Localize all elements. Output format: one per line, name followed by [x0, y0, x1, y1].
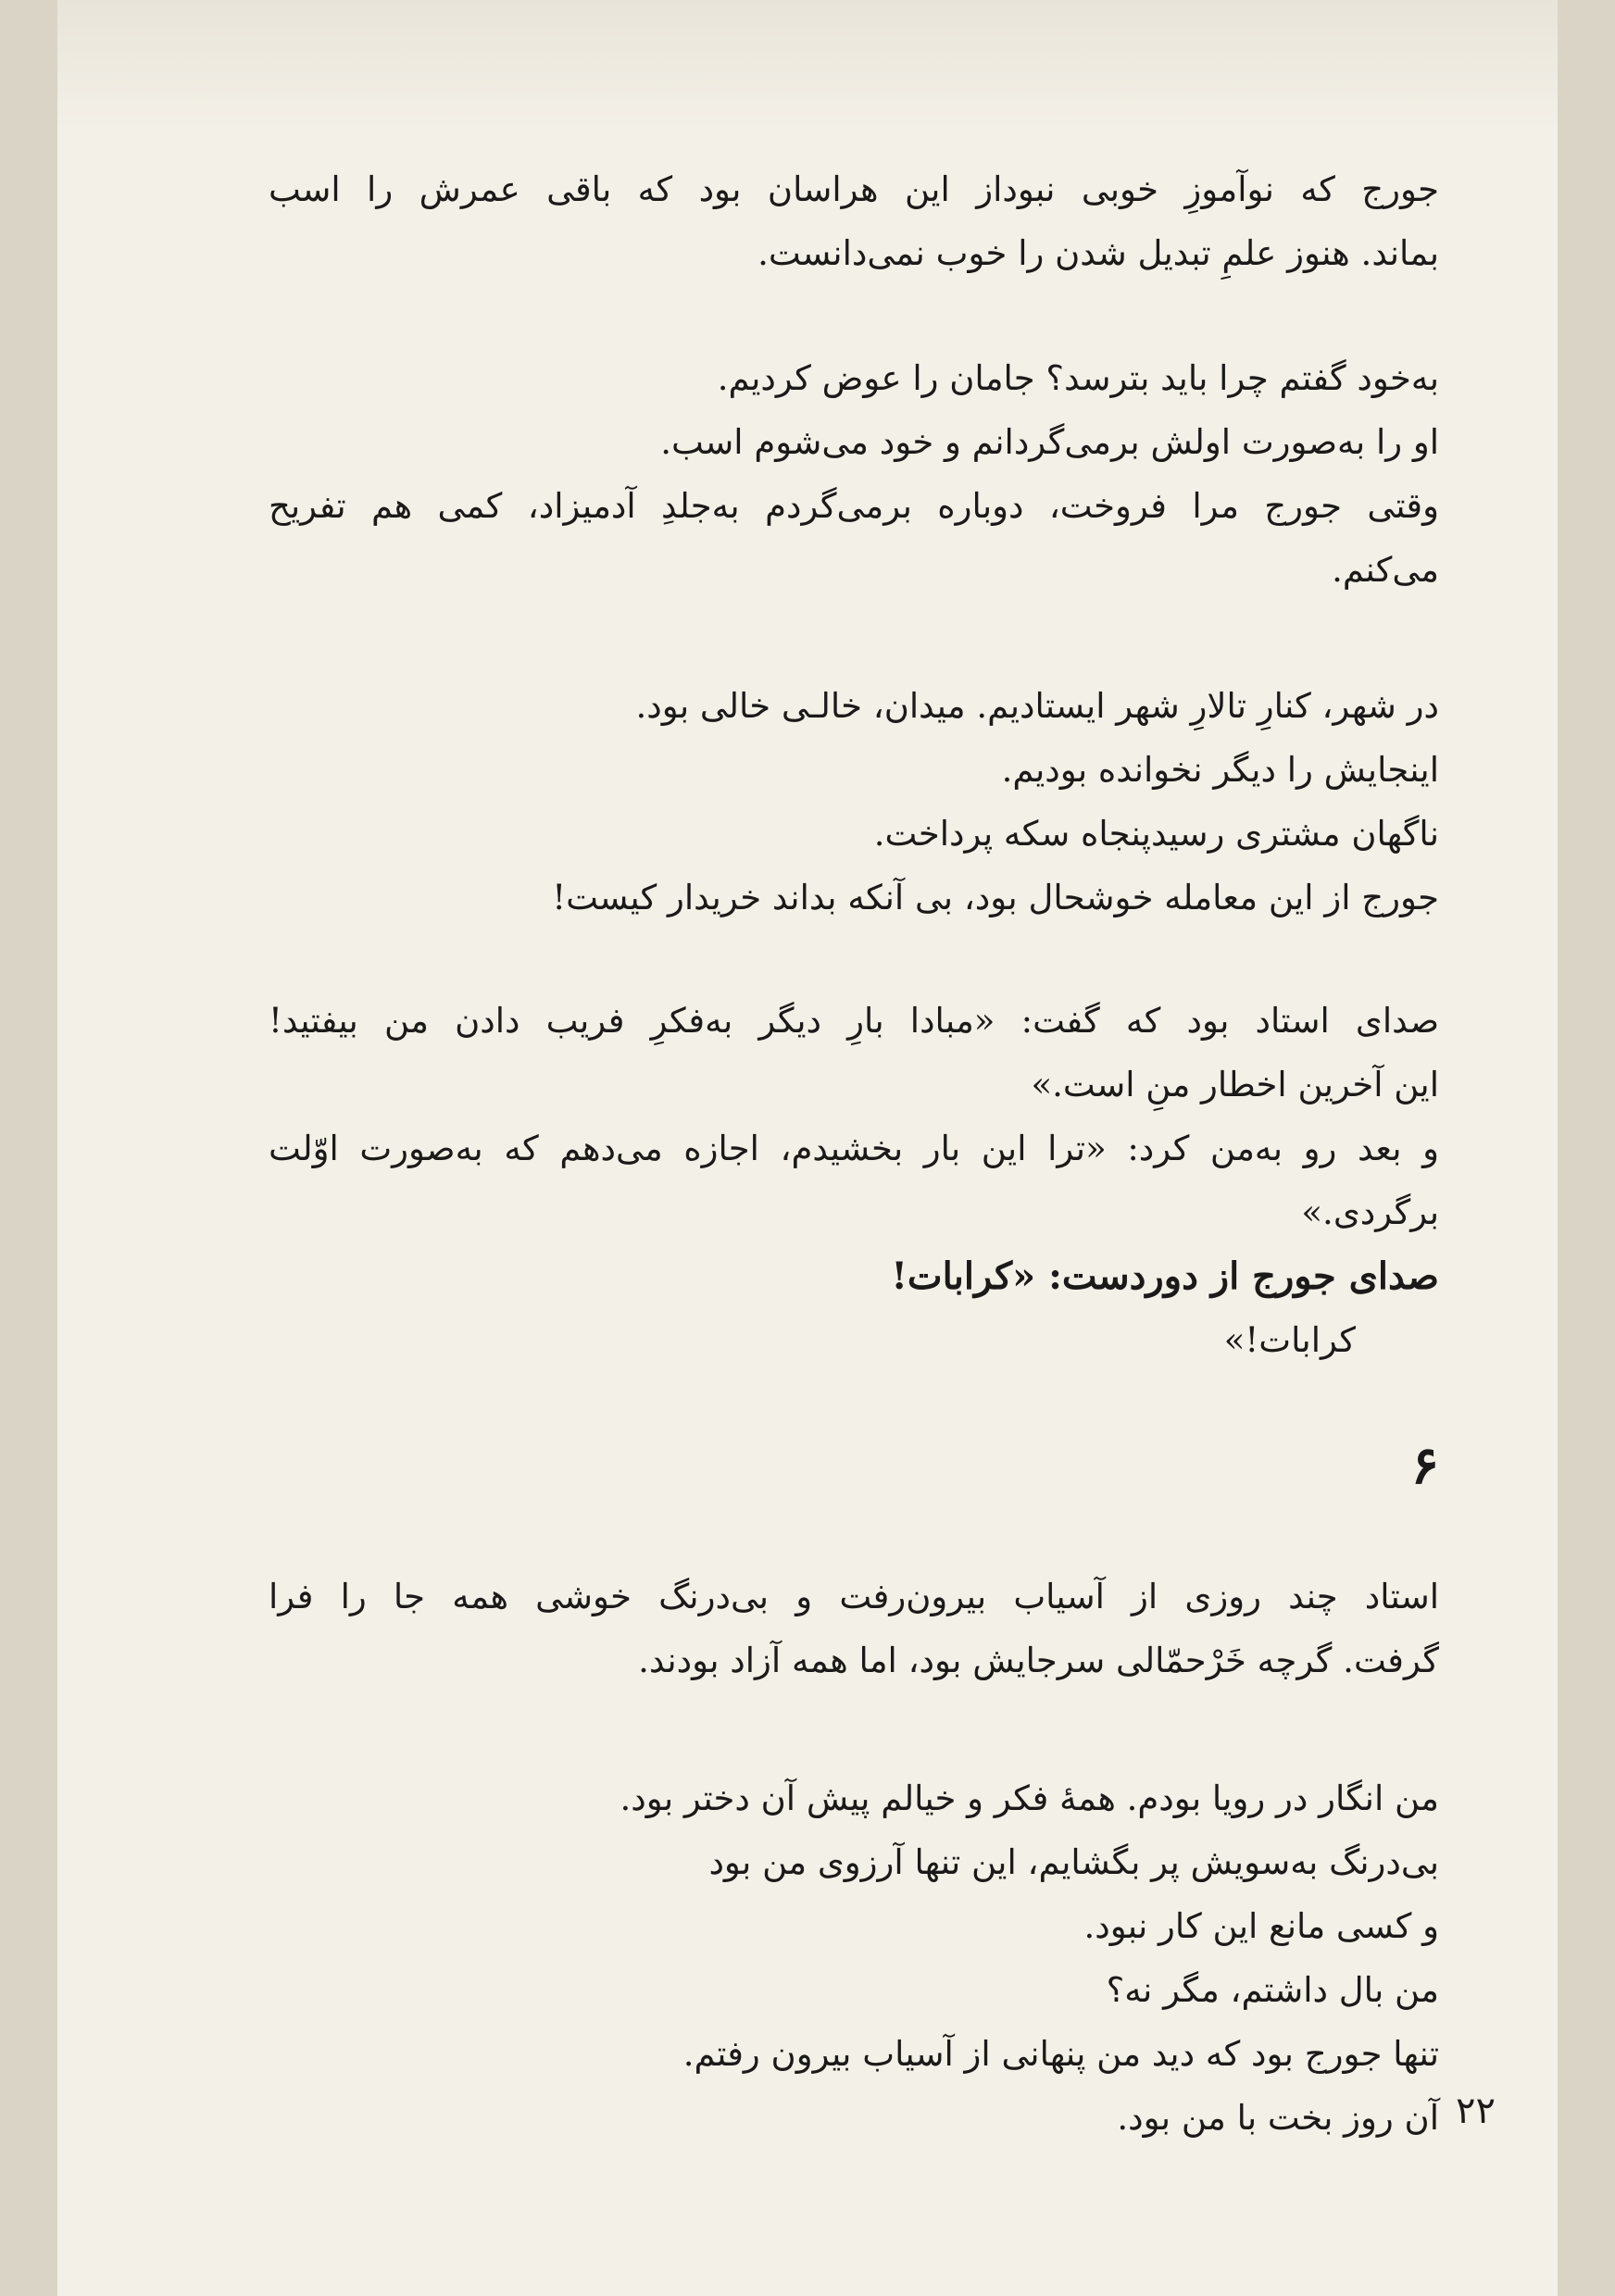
page-number: ۲۲: [1456, 2090, 1496, 2132]
paragraph-5: [269, 1565, 1439, 1692]
text-line: ناگهان مشتری رسیدپنجاه سکه پرداخت.: [873, 814, 1439, 854]
text-line: جورج از این معامله خوشحال بود، بی آنکه بداند خریدار کیست!: [552, 878, 1439, 917]
text-line: می‌کنم.: [1332, 550, 1439, 590]
text-line: جورج که نوآموزِ خوبی نبوداز این هراسان بود که باقی عمرش را اسب: [269, 169, 1439, 209]
text-line: این آخرین اخطار منِ است.»: [1031, 1065, 1439, 1104]
text-line: من بال داشتم، مگر نه؟: [1106, 1970, 1439, 2010]
chapter-number: ۶: [1410, 1435, 1439, 1496]
paragraph-2: [269, 346, 1439, 602]
page-sheet: [57, 0, 1558, 2296]
text-line: و کسی مانع این کار نبود.: [1083, 1906, 1439, 1946]
text-line: بی‌درنگ به‌سویش پر بگشایم، این تنها آرزوی من بود: [708, 1842, 1439, 1882]
text-line: به‌خود گفتم چرا باید بترسد؟ جامان را عوض کردیم.: [717, 358, 1439, 398]
text-line: استاد چند روزی از آسیاب بیرون‌رفت و بی‌درنگ خوشی همه جا را فرا: [269, 1577, 1439, 1616]
text-line: گرفت. گرچه خَرْحمّالی سرجایش بود، اما همه آزاد بودند.: [638, 1641, 1439, 1680]
text-line: و بعد رو به‌من کرد: «ترا این بار بخشیدم، اجازه می‌دهم که به‌صورت اوّلت: [269, 1129, 1439, 1168]
text-line: تنها جورج بود که دید من پنهانی از آسیاب بیرون رفتم.: [682, 2034, 1439, 2074]
text-line: کرابات!»: [1223, 1320, 1356, 1360]
text-line: صدای جورج از دوردست: «کرابات!: [891, 1254, 1439, 1298]
text-line: اینجایش را دیگر نخوانده بودیم.: [1001, 750, 1439, 790]
text-line: او را به‌صورت اولش برمی‌گردانم و خود می‌شوم اسب.: [660, 422, 1439, 462]
paragraph-1: [269, 157, 1439, 285]
paragraph-3: [269, 674, 1439, 930]
text-line: صدای استاد بود که گفت: «مبادا بارِ دیگر به‌فکرِ فریب دادن من بیفتید!: [269, 1001, 1439, 1041]
text-line: من انگار در رویا بودم. همهٔ فکر و خیالم پیش آن دختر بود.: [620, 1778, 1439, 1818]
text-line: بماند. هنوز علمِ تبدیل شدن را خوب نمی‌دانست.: [757, 233, 1439, 273]
text-line: در شهر، کنارِ تالارِ شهر ایستادیم. میدان، خالـی خالی بود.: [635, 686, 1439, 726]
text-line: آن روز بخت با من بود.: [1117, 2098, 1439, 2138]
paragraph-4: [269, 989, 1439, 1372]
paragraph-6: [269, 1766, 1439, 2150]
text-line: وقتی جورج مرا فروخت، دوباره برمی‌گردم به‌جلدِ آدمیزاد، کمی هم تفریح: [269, 486, 1439, 526]
scan-shadow: [57, 0, 1558, 130]
text-line: برگردی.»: [1301, 1192, 1439, 1232]
